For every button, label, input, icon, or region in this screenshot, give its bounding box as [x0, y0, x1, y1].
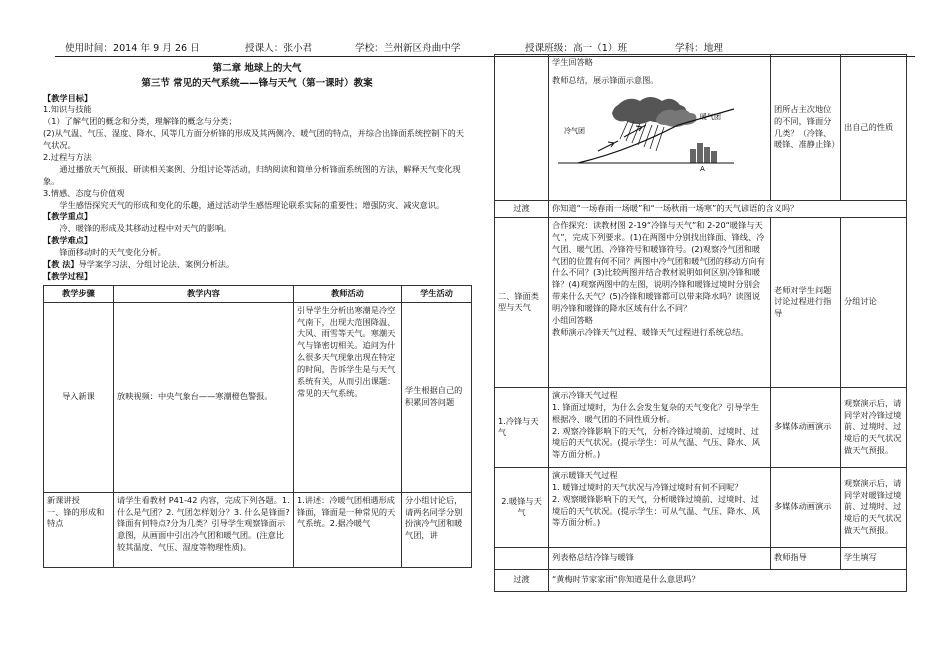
answer-note: 学生回答略 [552, 57, 593, 67]
cell-student: 观察演示后，请同学对暖锋过境前、过境时、过境后的天气状况做天气预报。 [841, 467, 907, 547]
method-label: 【教 法】 [43, 259, 79, 269]
cell-step: 新课讲授 一、锋的形成和特点 [44, 492, 114, 567]
cell-step: 过渡 [495, 201, 549, 218]
method-text: 导学案学习法、分组讨论法、案例分析法。 [78, 259, 235, 269]
point-a-label: A [700, 164, 705, 171]
col-step: 教学步骤 [44, 285, 114, 302]
cell-teacher: 老师对学生问题讨论过程进行指导 [771, 217, 841, 387]
warm-mass-label: 暖气团 [700, 112, 721, 121]
cell-step: 导入新课 [44, 302, 114, 492]
building-icon [711, 151, 717, 163]
chapter-title: 第二章 地球上的大气 [212, 63, 302, 74]
goals-heading: 【教学目标】 [43, 92, 93, 103]
goal-2a: 通过播放天气预报、研读相关案例、分组讨论等活动，归纳阅读和简单分析锋面系统图的方法，解释天气变化现象。 [43, 163, 461, 186]
cell-student: 学生填写 [841, 547, 907, 569]
cell-content: 放映视频：中央气象台——寒潮橙色警报。 [114, 302, 294, 492]
cell-teacher: 团所占主次地位的不同，锋面分几类？（冷锋、暖锋、准静止锋） [771, 55, 841, 201]
header-subject: 学科：地理 [675, 43, 723, 54]
table-row [495, 569, 907, 591]
cell-content: 演示冷锋天气过程 1. 锋面过境时，为什么会发生复杂的天气变化？引导学生根据冷、暖气团的不同性质分析。 2. 观察冷锋影响下的天气，分析冷锋过境前、过境时、过境后的天气状况。(提示学生：可从气温、气压、降水、风等方面分析。) [549, 387, 771, 467]
cell-student: 出自己的性质 [841, 55, 907, 201]
cell-teacher: 1.讲述：冷暖气团相遇形成锋面，锋面是一种常见的天气系统。2.据冷暖气 [294, 492, 402, 567]
front-diagram [558, 91, 734, 171]
cell-content: 演示暖锋天气过程 1. 暖锋过境时的天气状况与冷锋过境时有何不同呢？ 2. 观察暖锋影响下的天气，分析暖锋过境前、过境时、过境后的天气状况。(提示学生：可从气温、气压、降水、风等方面分析。) [549, 467, 771, 547]
goal-1: 1.知识与技能 [43, 104, 92, 115]
cold-mass-label: 冷气团 [564, 126, 585, 135]
cell-teacher: 多媒体动画演示 [771, 387, 841, 467]
table-row [44, 302, 472, 492]
cell-content: 合作探究：读教材图 2-19“冷锋与天气”和 2-20“暖锋与天气”，完成下列要求。(1)在两图中分别找出锋面、锋线、冷气团、暖气团、冷锋符号和暖锋符号。(2)观察冷气团和暖气团的位置有何不同？两图中冷气团和暖气团的移动方向有什么不同？(3)比较两图并结合教材说明如何区别冷锋和暖锋？(4)观察两图中的左图，说明冷锋和暖锋过境时分别会带来什么天气？(5)冷锋和暖锋都可以带来降水吗？读图说明冷锋和暖锋的降水区域有什么不同？ 小组回答略 教师演示冷锋天气过程、暖锋天气过程进行系统总结。 [549, 217, 771, 387]
cell-teacher: 教师指导 [771, 547, 841, 569]
cell-student: 分小组讨论后，请两名同学分别扮演冷气团和暖气团，讲 [402, 492, 472, 567]
goal-1b: (2)从气温、气压、湿度、降水、风等几方面分析锋的形成及其两侧冷、暖气团的特点，并综合出锋面系统控制下的天气状况。 [43, 128, 464, 151]
goal-3: 3.情感、态度与价值观 [43, 187, 125, 198]
summary-note: 教师总结，展示锋面示意图。 [552, 74, 659, 85]
key-heading: 【教学重点】 [43, 211, 93, 222]
table-row [495, 467, 907, 547]
goal-3a: 学生感悟探究天气的形成和变化的乐趣，通过活动学生感悟理论联系实际的重要性；增强防灾、减灾意识。 [59, 199, 445, 210]
cell-teacher: 多媒体动画演示 [771, 467, 841, 547]
cell-content: 请学生看教材 P41-42 内容，完成下列各题。1. 什么是气团？2. 气团怎样划分？3. 什么是锋面?锋面有何特点?分为几类？引导学生观察锋面示意图，从画面中引出冷气团和暖气团。(注意比较其温度、气压、湿度等物理性质)。 [114, 492, 294, 567]
goal-1a: （1）了解气团的概念和分类，理解锋的概念与分类； [43, 116, 237, 127]
cell-step [495, 547, 549, 569]
cell-content [549, 55, 771, 201]
section-title: 第三节 常见的天气系统——锋与天气（第一课时）教案 [141, 77, 373, 89]
header-school: 学校：兰州新区舟曲中学 [355, 43, 461, 54]
cell-step: 二、锋面类型与天气 [495, 217, 549, 387]
right-column [494, 54, 906, 592]
cell-step: 过渡 [495, 569, 549, 591]
table-row [495, 387, 907, 467]
col-teacher: 教师活动 [294, 285, 402, 302]
table-row [495, 201, 907, 218]
cell-content: 列表格总结冷锋与暖锋 [549, 547, 771, 569]
method-line [43, 259, 471, 271]
cell-step [495, 55, 549, 201]
difficulty-heading: 【教学难点】 [43, 235, 93, 246]
cell-content: 你知道“一场春雨一场暖”和“一场秋雨一场寒”的天气谚语的含义吗？ [549, 201, 907, 218]
header-teacher: 授课人：张小君 [245, 43, 313, 54]
process-table-right [494, 54, 907, 592]
process-heading: 【教学过程】 [43, 270, 93, 281]
col-content: 教学内容 [114, 285, 294, 302]
cell-step: 1.冷锋与天气 [495, 387, 549, 467]
cell-step: 2.暖锋与天气 [495, 467, 549, 547]
cell-teacher: 引导学生分析出寒潮是冷空气南下，出现大范围降温、大风、雨雪等天气。寒潮天气与锋密切相关。追问为什么很多天气现象出现在特定的时间，告诉学生是与天气系统有关，从而引出课题：常见的天气系统。 [294, 302, 402, 492]
building-icon [690, 149, 696, 163]
goal-2: 2.过程与方法 [43, 151, 92, 162]
col-student: 学生活动 [402, 285, 472, 302]
table-row [44, 492, 472, 567]
header-date: 使用时间：2014 年 9 月 26 日 [65, 43, 200, 54]
key-point: 冷、暖锋的形成及其移动过程中对天气的影响。 [59, 223, 232, 234]
table-header-row [44, 285, 472, 302]
building-icon [697, 143, 703, 163]
table-row [495, 547, 907, 569]
cell-student: 学生根据自己的积累回答问题 [402, 302, 472, 492]
left-column [43, 62, 471, 568]
cell-content: “黄梅时节家家雨”你知道是什么意思吗？ [549, 569, 907, 591]
cell-student: 观察演示后，请同学对冷锋过境前、过境时、过境后的天气状况做天气预报。 [841, 387, 907, 467]
table-row [495, 217, 907, 387]
cell-student: 分组讨论 [841, 217, 907, 387]
difficulty-point: 锋面移动时的天气变化分析。 [59, 247, 166, 258]
table-row [495, 55, 907, 201]
header-class: 授课班级：高一（1）班 [525, 43, 628, 54]
building-icon [704, 147, 710, 163]
process-table-left [43, 285, 472, 568]
